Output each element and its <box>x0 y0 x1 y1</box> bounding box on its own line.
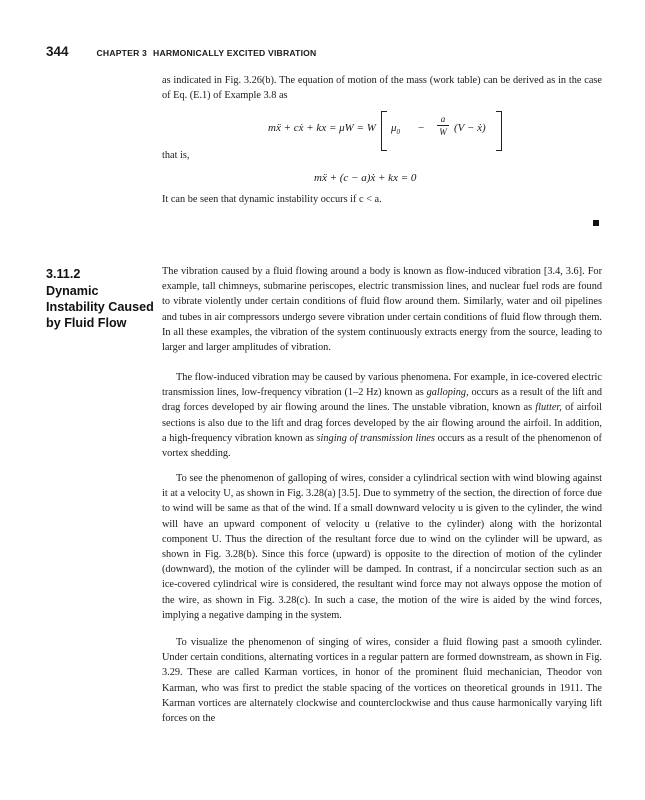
that-is-text: that is, <box>162 150 190 161</box>
paragraph-4: To visualize the phenomenon of singing of wires, consider a fluid flowing past a smooth cylinder. Under certain conditions, alternating vortices in a regular pattern are formed downstream, as shown in Fig. 3.29. These are called Karman vortices, in honor of the prominent fluid mechanician, Theodor von Karman, who was first to predict the stable spacing of the vortices on theoretical grounds in 1911. The Karman vortices are alternately clockwise and counterclockwise and thus cause harmonically varying lift forces on the <box>162 637 602 725</box>
running-header <box>46 44 316 59</box>
fraction-a-over-w <box>437 114 449 137</box>
chapter-title: HARMONICALLY EXCITED VIBRATION <box>153 48 317 58</box>
term-flutter: flutter, <box>535 402 562 414</box>
equation-1-tail: (V − ẋ) <box>454 122 486 134</box>
left-bracket <box>381 111 387 151</box>
section-number: 3.11.2 <box>46 267 81 281</box>
term-singing: singing of transmission lines <box>316 432 435 444</box>
page-number: 344 <box>46 44 69 59</box>
right-bracket <box>496 111 502 151</box>
equation-1 <box>268 108 508 152</box>
term-galloping: galloping, <box>426 387 469 399</box>
equation-1-minus: − <box>418 122 425 134</box>
fraction-denominator: W <box>439 127 447 137</box>
section-title: Dynamic Instability Caused by Fluid Flow <box>46 284 154 330</box>
instability-statement: It can be seen that dynamic instability occurs if c < a. <box>162 194 382 205</box>
paragraph-3: To see the phenomenon of galloping of wires, consider a cylindrical section with wind blowing against it at a velocity U, as shown in Fig. 3.28(a) [3.5]. Due to symmetry of the section, the direction of force due to wind will be same as that of the wind. If a small downward velocity u is given to the cylinder, the wind will have an upward component of velocity u (relative to the cylinder) along with the horizontal component U. Thus the direction of the resultant force due to wind on the cylinder will be upward, as shown in Fig. 3.28(b). Since this force (upward) is opposite to the direction of motion of the cylinder (downward), the motion of the cylinder will be damped. In contrast, if a noncircular section such as an ice-covered cylindrical wire is considered, the resultant wind force may not always oppose the motion of the wire, as shown in Fig. 3.28(c). In such a case, the motion of the wire is aided by the wind forces, implying a negative damping in the system. <box>162 473 602 621</box>
equation-2: mẍ + (c − a)ẋ + kx = 0 <box>314 172 417 184</box>
paragraph-1: The vibration caused by a fluid flowing around a body is known as flow-induced vibration [3.4, 3.6]. For example, tall chimneys, submarine periscopes, electric transmission lines, and nuclear fuel rods are found to vibrate violently under certain conditions of fluid flow around them. Similarly, water and oil pipelines and tubes in air compressors undergo severe vibration under certain conditions of fluid flow through them. In all these examples, the vibration of the system continuously extracts energy from the source, leading to larger and larger amplitudes of vibration. <box>162 266 602 354</box>
chapter-label: CHAPTER 3 <box>96 48 148 58</box>
paragraph-2: The flow-induced vibration may be caused by various phenomena. For example, in ice-covered electric transmission lines, low-frequency vibration (1–2 Hz) known as galloping, occurs as a result of the lift and drag forces developed by air flowing around the lines. The unstable vibration, known as flutter, of airfoil sections is also due to the lift and drag forces developed by the air flowing around the airfoil. In addition, a high-frequency vibration known as singing of transmission lines occurs as a result of the phenomenon of vortex shedding. <box>162 372 602 460</box>
fraction-numerator: a <box>440 114 446 124</box>
end-of-example-mark <box>593 220 599 226</box>
equation-1-lhs: mẍ + cẋ + kx = μW = W <box>268 122 376 134</box>
chapter-heading <box>97 48 317 58</box>
intro-paragraph: as indicated in Fig. 3.26(b). The equation of motion of the mass (work table) can be derived as in the case of Eq. (E.1) of Example 3.8 as <box>162 75 602 102</box>
equation-1-mu: $\mu_0$ <box>391 122 401 137</box>
